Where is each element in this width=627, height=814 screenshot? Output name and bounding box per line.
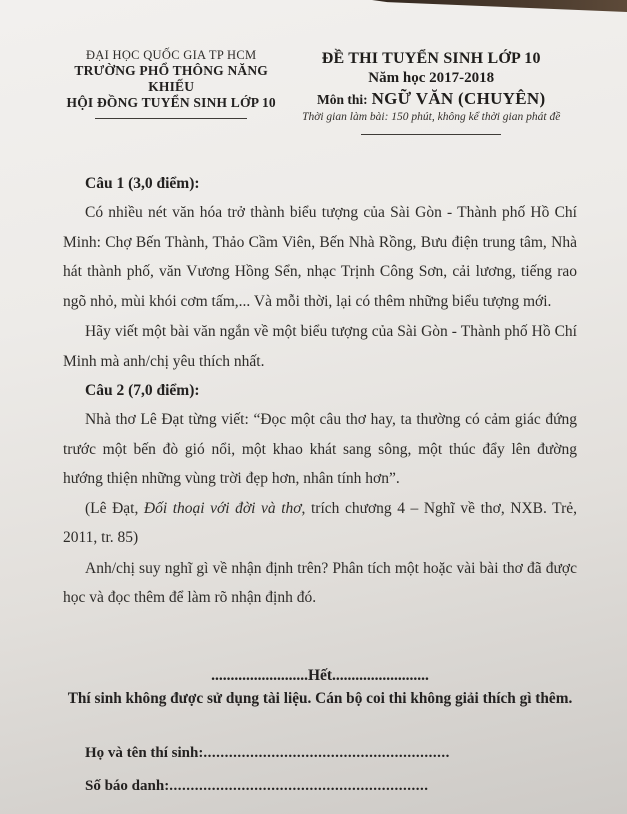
school-year: Năm học 2017-2018: [368, 70, 495, 86]
question-1-heading: Câu 1 (3,0 điểm):: [85, 175, 200, 192]
candidate-name-label: Họ và tên thí sinh:: [85, 744, 204, 761]
question-1-paragraph-1: Có nhiều nét văn hóa trở thành biểu tượng của Sài Gòn - Thành phố Hồ Chí Minh: Chợ Bến Thành, Thảo Cầm Viên, Bến Nhà Rồng, Bưu điện trung tâm, Nhà hát thành phố, văn Vương Hồng Sển, nhạc Trịnh Công Sơn, cải lương, tiếng rao ngõ nhỏ, mùi khói cơm tấm,... Và mỗi thời, lại có thêm những biểu tượng mới.: [63, 204, 577, 310]
exam-title: ĐỀ THI TUYỂN SINH LỚP 10: [321, 50, 541, 67]
subject-row: [285, 89, 577, 109]
school-name: TRƯỜNG PHỔ THÔNG NĂNG KHIẾU: [74, 63, 268, 94]
admission-council-name: HỘI ĐỒNG TUYỂN SINH LỚP 10: [66, 95, 276, 110]
header-left-rule: [95, 118, 247, 119]
candidate-number-dotted-line: .............................................................: [169, 777, 429, 794]
question-2-task-paragraph: Anh/chị suy nghĩ gì về nhận định trên? Phân tích một hoặc vài bài thơ đã được học và đọc thêm để làm rõ nhận định đó.: [63, 559, 577, 606]
question-2-heading: Câu 2 (7,0 điểm):: [85, 382, 200, 399]
candidate-number-label: Số báo danh:: [85, 777, 170, 794]
candidate-name-dotted-line: ..........................................................: [203, 744, 450, 761]
candidate-info-block: [85, 737, 577, 803]
exam-sheet: [63, 48, 577, 803]
question-1-paragraph-2: Hãy viết một bài văn ngắn về một biểu tượng của Sài Gòn - Thành phố Hồ Chí Minh mà anh/chị yêu thích nhất.: [63, 323, 577, 370]
header-right-rule: [361, 134, 501, 135]
candidate-number-line: [85, 770, 577, 803]
candidate-name-line: [85, 737, 577, 770]
citation-suffix: , trích chương 4 – Nghĩ về thơ, NXB. Trẻ, 2011, tr. 85): [63, 499, 577, 546]
exam-body: [63, 169, 577, 613]
document-header: [63, 48, 577, 135]
subject-name: NGỮ VĂN (CHUYÊN): [371, 89, 546, 108]
citation-book-title: Đối thoại với đời và thơ: [143, 499, 302, 517]
university-name: ĐẠI HỌC QUỐC GIA TP HCM: [85, 48, 257, 62]
question-2-quote-paragraph: Nhà thơ Lê Đạt từng viết: “Đọc một câu thơ hay, ta thường có cảm giác đứng trước một bến đò gió nổi, một khao khát sang sông, một thúc đẩy lên đường hướng thiện những vùng trời đẹp hơn, nhân tính hơn”.: [63, 411, 577, 487]
issuing-institution-block: [57, 48, 285, 119]
subject-label: Môn thi:: [316, 92, 368, 107]
proctor-note: Thí sinh không được sử dụng tài liệu. Cán bộ coi thi không giải thích gì thêm.: [67, 689, 573, 707]
exam-title-block: [285, 50, 577, 135]
citation-prefix: (Lê Đạt,: [85, 499, 144, 517]
exam-duration: Thời gian làm bài: 150 phút, không kể thời gian phát đề: [302, 111, 561, 123]
question-2-citation: [63, 494, 577, 553]
end-of-exam-marker: .........................Hết.........................: [211, 666, 429, 684]
table-edge-background: [372, 0, 627, 12]
